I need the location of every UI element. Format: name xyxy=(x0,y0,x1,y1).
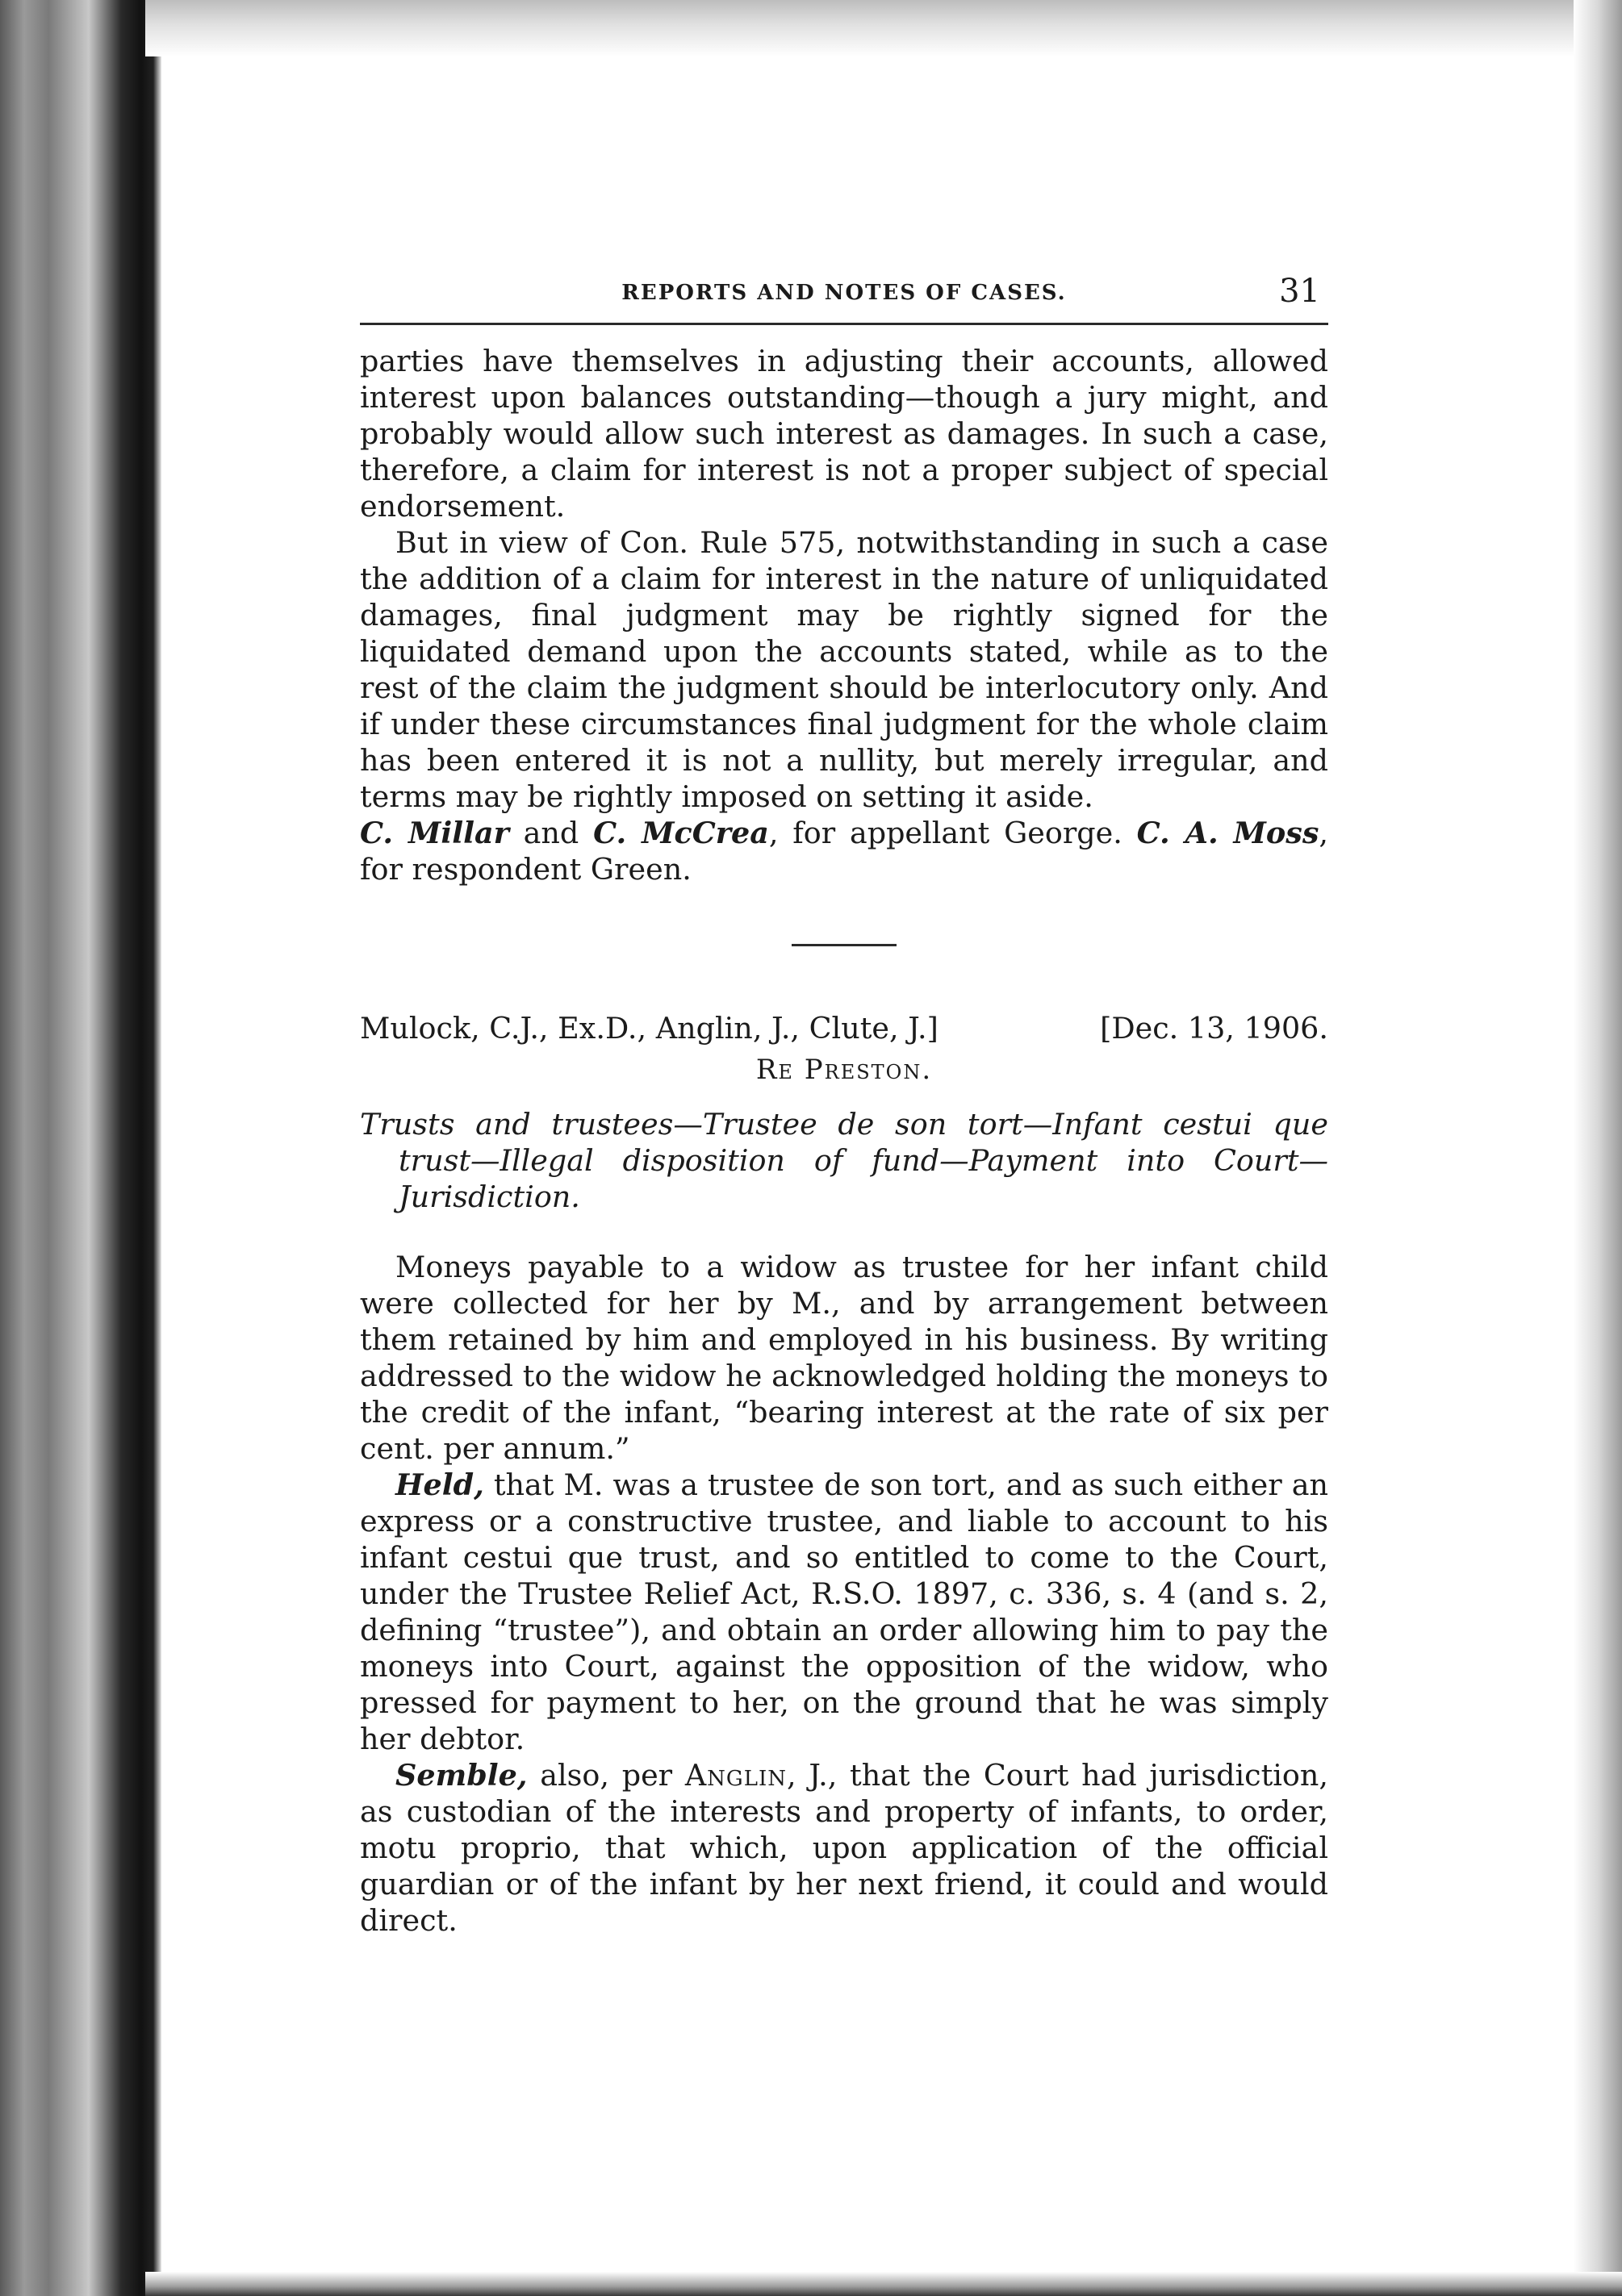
paragraph-moneys: Moneys payable to a widow as trustee for her infant child were collected for her by M., and by arrangement between them retained by him and employed in his business. By writing addressed to the widow he acknowledged holding the moneys to the credit of the infant, “bearing interest at the rate of six per cent. per annum.” xyxy=(360,1250,1328,1466)
semble-text-2: , J., that the Court had jurisdiction, as custodian of the interests and property of infants, to order, motu proprio, that which, upon application of the official guardian or of the infant by her next friend, it could and would direct. xyxy=(360,1758,1328,1938)
held-label: Held, xyxy=(395,1467,484,1502)
running-title: REPORTS AND NOTES OF CASES. xyxy=(621,281,1067,305)
scan-top-edge xyxy=(145,0,1622,56)
counsel-line xyxy=(360,815,1328,887)
counsel-name-3: C. A. Moss xyxy=(1136,816,1319,850)
paragraph-held xyxy=(360,1467,1328,1757)
counsel-role-2: , for respondent Green. xyxy=(360,816,1328,887)
page-content xyxy=(360,266,1328,1939)
semble-label: Semble, xyxy=(395,1758,528,1793)
new-case-text xyxy=(360,1249,1328,1939)
paragraph-con-rule: But in view of Con. Rule 575, notwithstanding in such a case the addition of a claim for interest in the nature of unliquidated damages, final judgment may be rightly signed for the liquidated demand upon the accounts stated, while as to the rest of the claim the judgment should be interlocutory only. And if under these circumstances final judgment for the whole claim has been entered it is not a nullity, but merely irregular, and terms may be rightly imposed on setting it aside. xyxy=(360,525,1328,814)
counsel-name-1: C. Millar xyxy=(360,816,509,850)
counsel-role-1: , for appellant George. xyxy=(768,816,1137,850)
case-headnote: Trusts and trustees—Trustee de son tort—Infant cestui que trust—Illegal disposition of fund—Payment into Court—Jurisdiction. xyxy=(360,1107,1328,1214)
scan-binding-edge xyxy=(0,0,161,2296)
scan-bottom-edge xyxy=(145,2272,1622,2296)
paragraph-interest: parties have themselves in adjusting their accounts, allowed interest upon balances outstanding—though a jury might, and probably would allow such interest as damages. In such a case, therefore, a claim for interest is not a proper subject of special endorsement. xyxy=(360,344,1328,524)
case-separator-rule xyxy=(792,944,897,946)
case-judges: Mulock, C.J., Ex.D., Anglin, J., Clute, J.] xyxy=(360,1011,939,1046)
case-header-line xyxy=(360,1011,1328,1046)
held-text: that M. was a trustee de son tort, and as such either an express or a constructive trustee, and liable to account to his infant cestui que trust, and so entitled to come to the Court, under the Trustee Relief Act, R.S.O. 1897, c. 336, s. 4 (and s. 2, defining “trustee”), and obtain an order allowing him to pay the moneys into Court, against the opposition of the widow, who pressed for payment to her, on the ground that he was simply her debtor. xyxy=(360,1467,1328,1756)
scan-right-edge xyxy=(1574,0,1622,2296)
semble-judge: Anglin xyxy=(684,1758,787,1793)
counsel-and: and xyxy=(508,816,594,850)
semble-text-1: also, per xyxy=(527,1758,685,1793)
case-date: [Dec. 13, 1906. xyxy=(1100,1011,1328,1046)
page-number: 31 xyxy=(1279,273,1320,310)
case-title: Re Preston. xyxy=(755,1054,933,1086)
counsel-name-2: C. McCrea xyxy=(593,816,769,850)
running-head xyxy=(360,266,1328,325)
previous-case-text xyxy=(360,343,1328,887)
paragraph-semble xyxy=(360,1757,1328,1939)
